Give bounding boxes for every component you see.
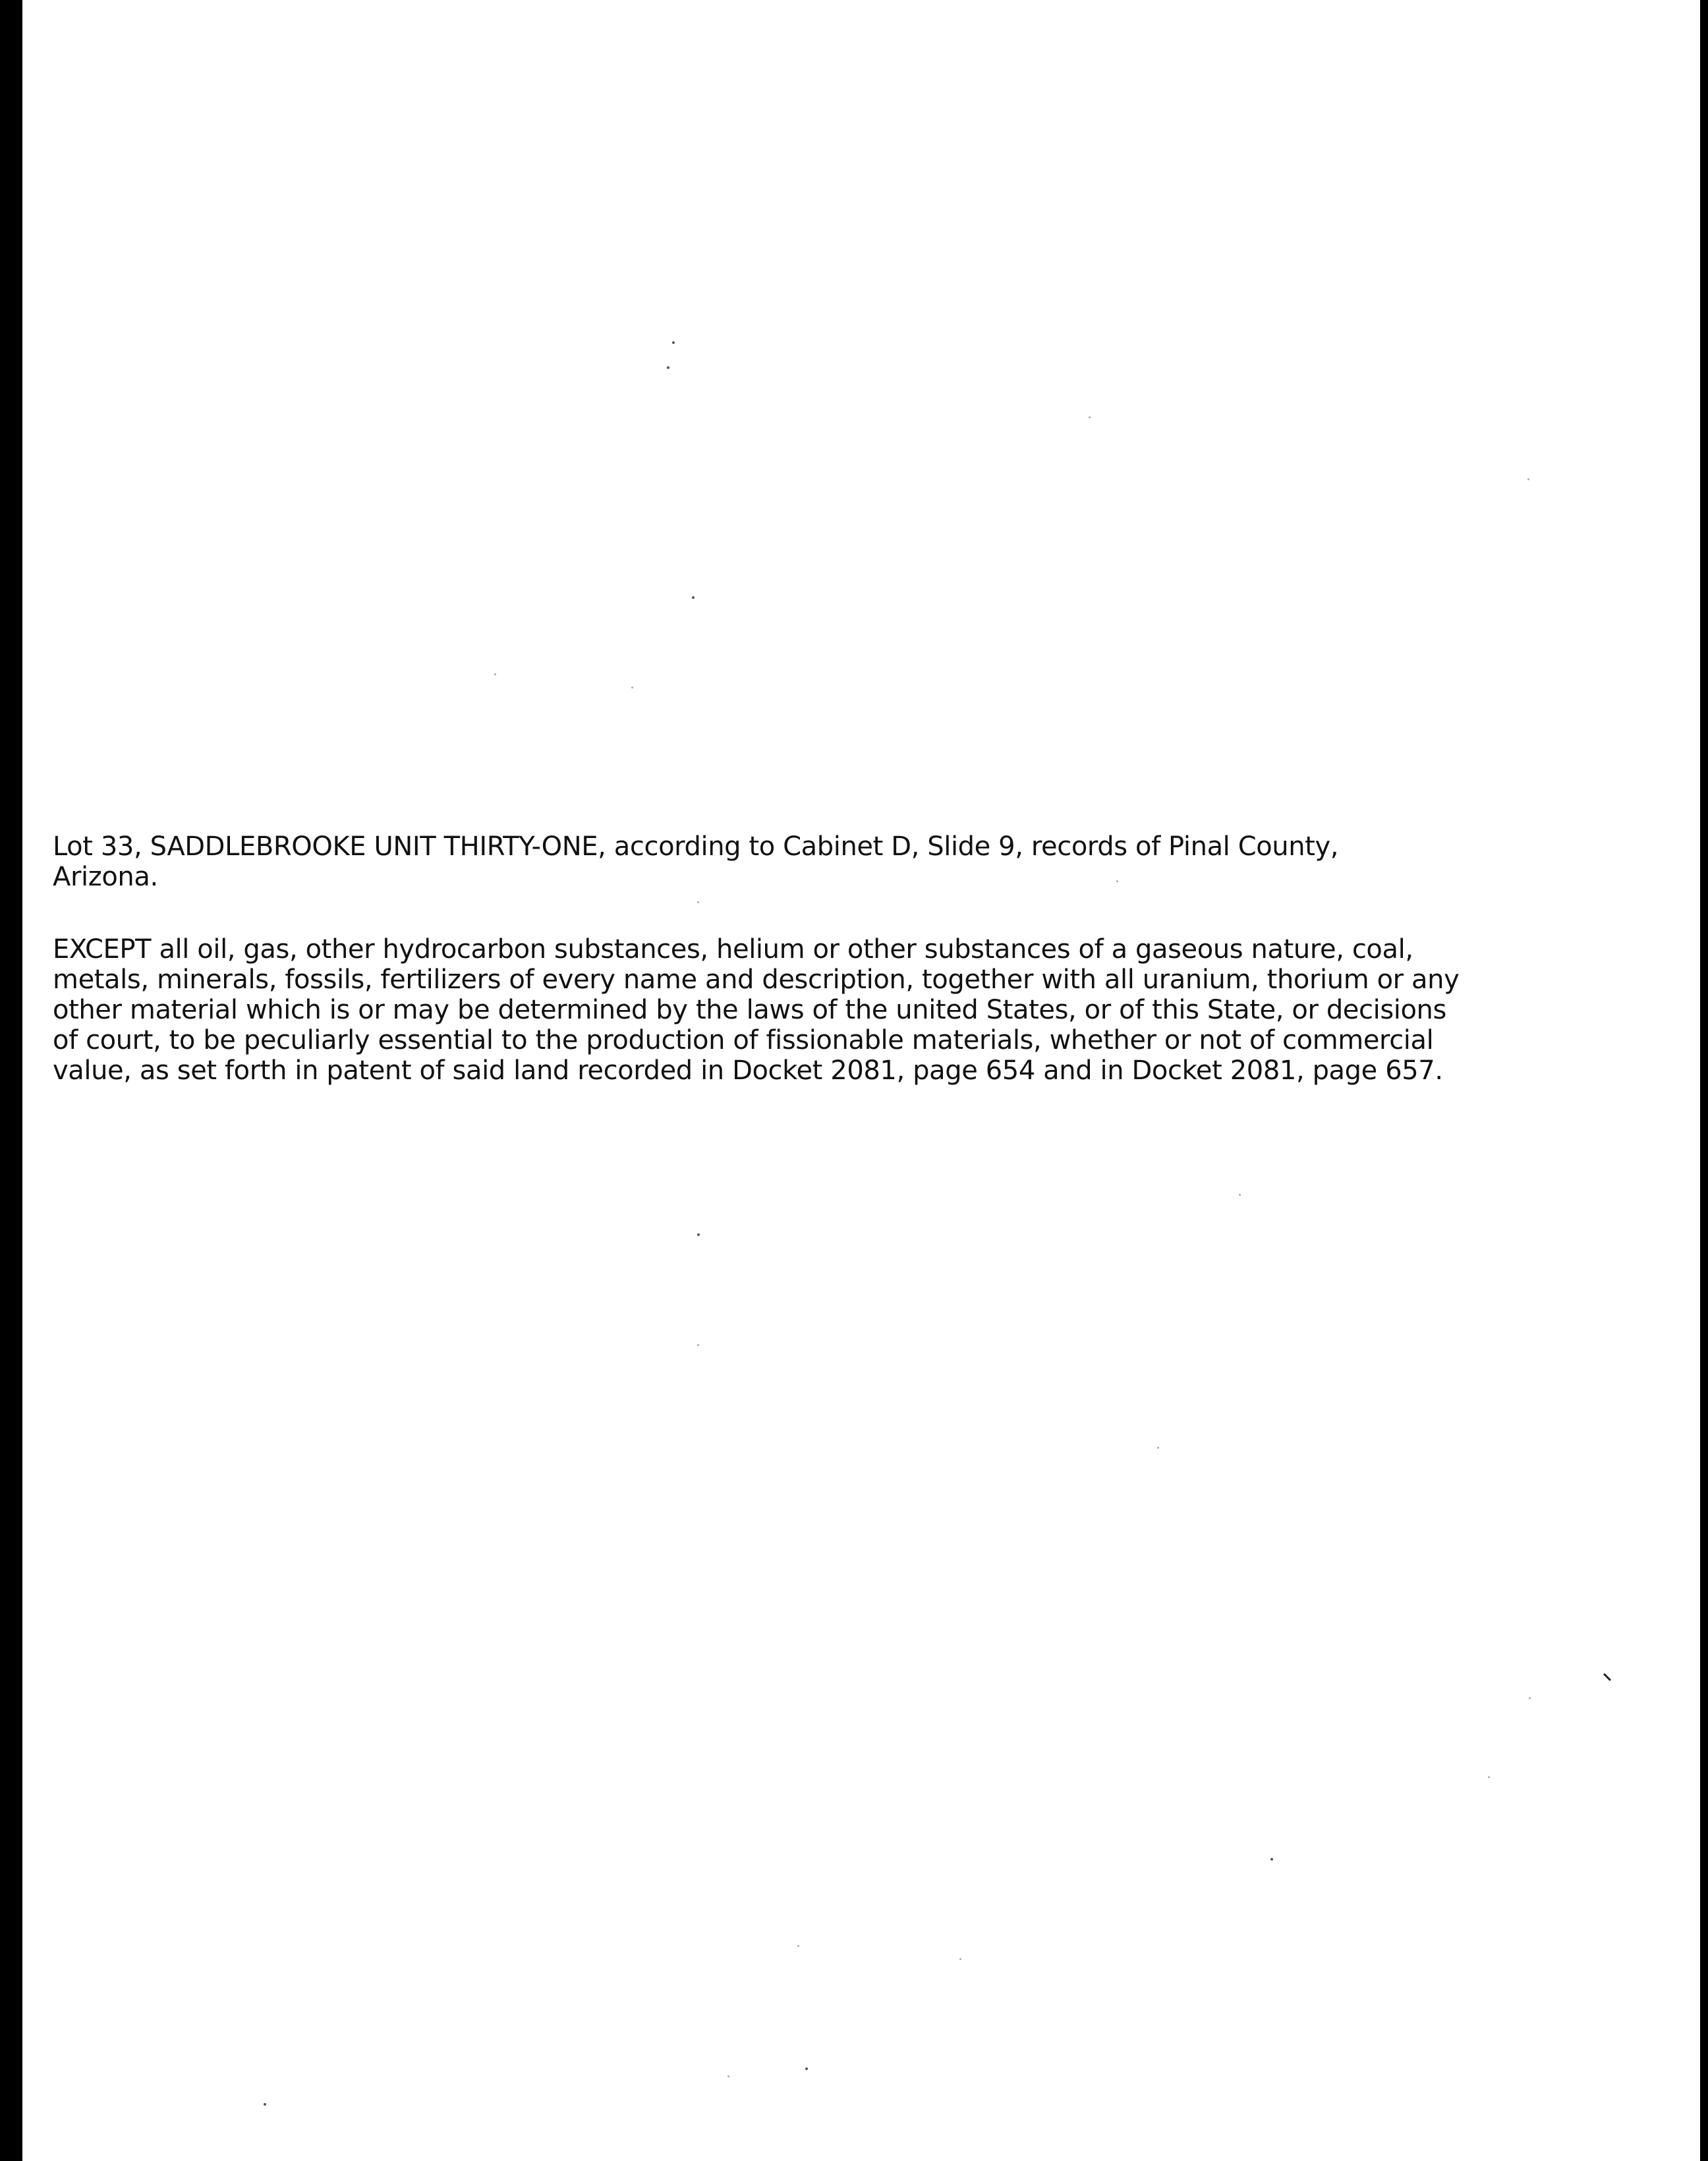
scan-border-right (1700, 0, 1708, 2161)
scan-speck (672, 341, 675, 344)
legal-description-paragraph (53, 831, 1516, 892)
text-line: value, as set forth in patent of said land recorded in Docket 2081, page 654 and in Docket 2081, page 657. (53, 1055, 1443, 1086)
scan-speck (1488, 1776, 1490, 1778)
scan-speck (631, 687, 633, 688)
scan-speck (1527, 478, 1529, 480)
mineral-exception-paragraph (53, 934, 1516, 1086)
text-line: metals, minerals, fossils, fertilizers of every name and description, together with all uranium, thorium or any (53, 965, 1460, 995)
scan-speck (805, 2067, 808, 2070)
text-line: other material which is or may be determined by the laws of the united States, or of this State, or decisions (53, 995, 1446, 1025)
scan-speck (1529, 1697, 1531, 1699)
text-line: Lot 33, SADDLEBROOKE UNIT THIRTY-ONE, according to Cabinet D, Slide 9, records of Pinal County, (53, 831, 1339, 862)
scan-speck (692, 596, 695, 599)
scan-speck (1116, 880, 1118, 882)
scan-speck (697, 1344, 699, 1346)
scan-speck (1270, 1858, 1273, 1861)
text-line: Arizona. (53, 862, 158, 892)
scan-speck (797, 1945, 799, 1947)
scan-speck (697, 901, 699, 903)
scan-speck (1089, 416, 1091, 418)
scan-speck (697, 1233, 700, 1236)
scan-speck (1239, 1194, 1241, 1196)
text-line: of court, to be peculiarly essential to the production of fissionable materials, whether or not of commercial (53, 1025, 1434, 1055)
scan-speck (494, 673, 496, 675)
scan-mark (1603, 1673, 1611, 1681)
scan-speck (264, 2103, 266, 2106)
scan-speck (959, 1958, 961, 1960)
scan-speck (727, 2075, 729, 2077)
scan-speck (667, 366, 669, 369)
scan-speck (1157, 1447, 1159, 1449)
scan-border-left (0, 0, 22, 2161)
text-line: EXCEPT all oil, gas, other hydrocarbon substances, helium or other substances of a gaseous nature, coal, (53, 934, 1413, 965)
